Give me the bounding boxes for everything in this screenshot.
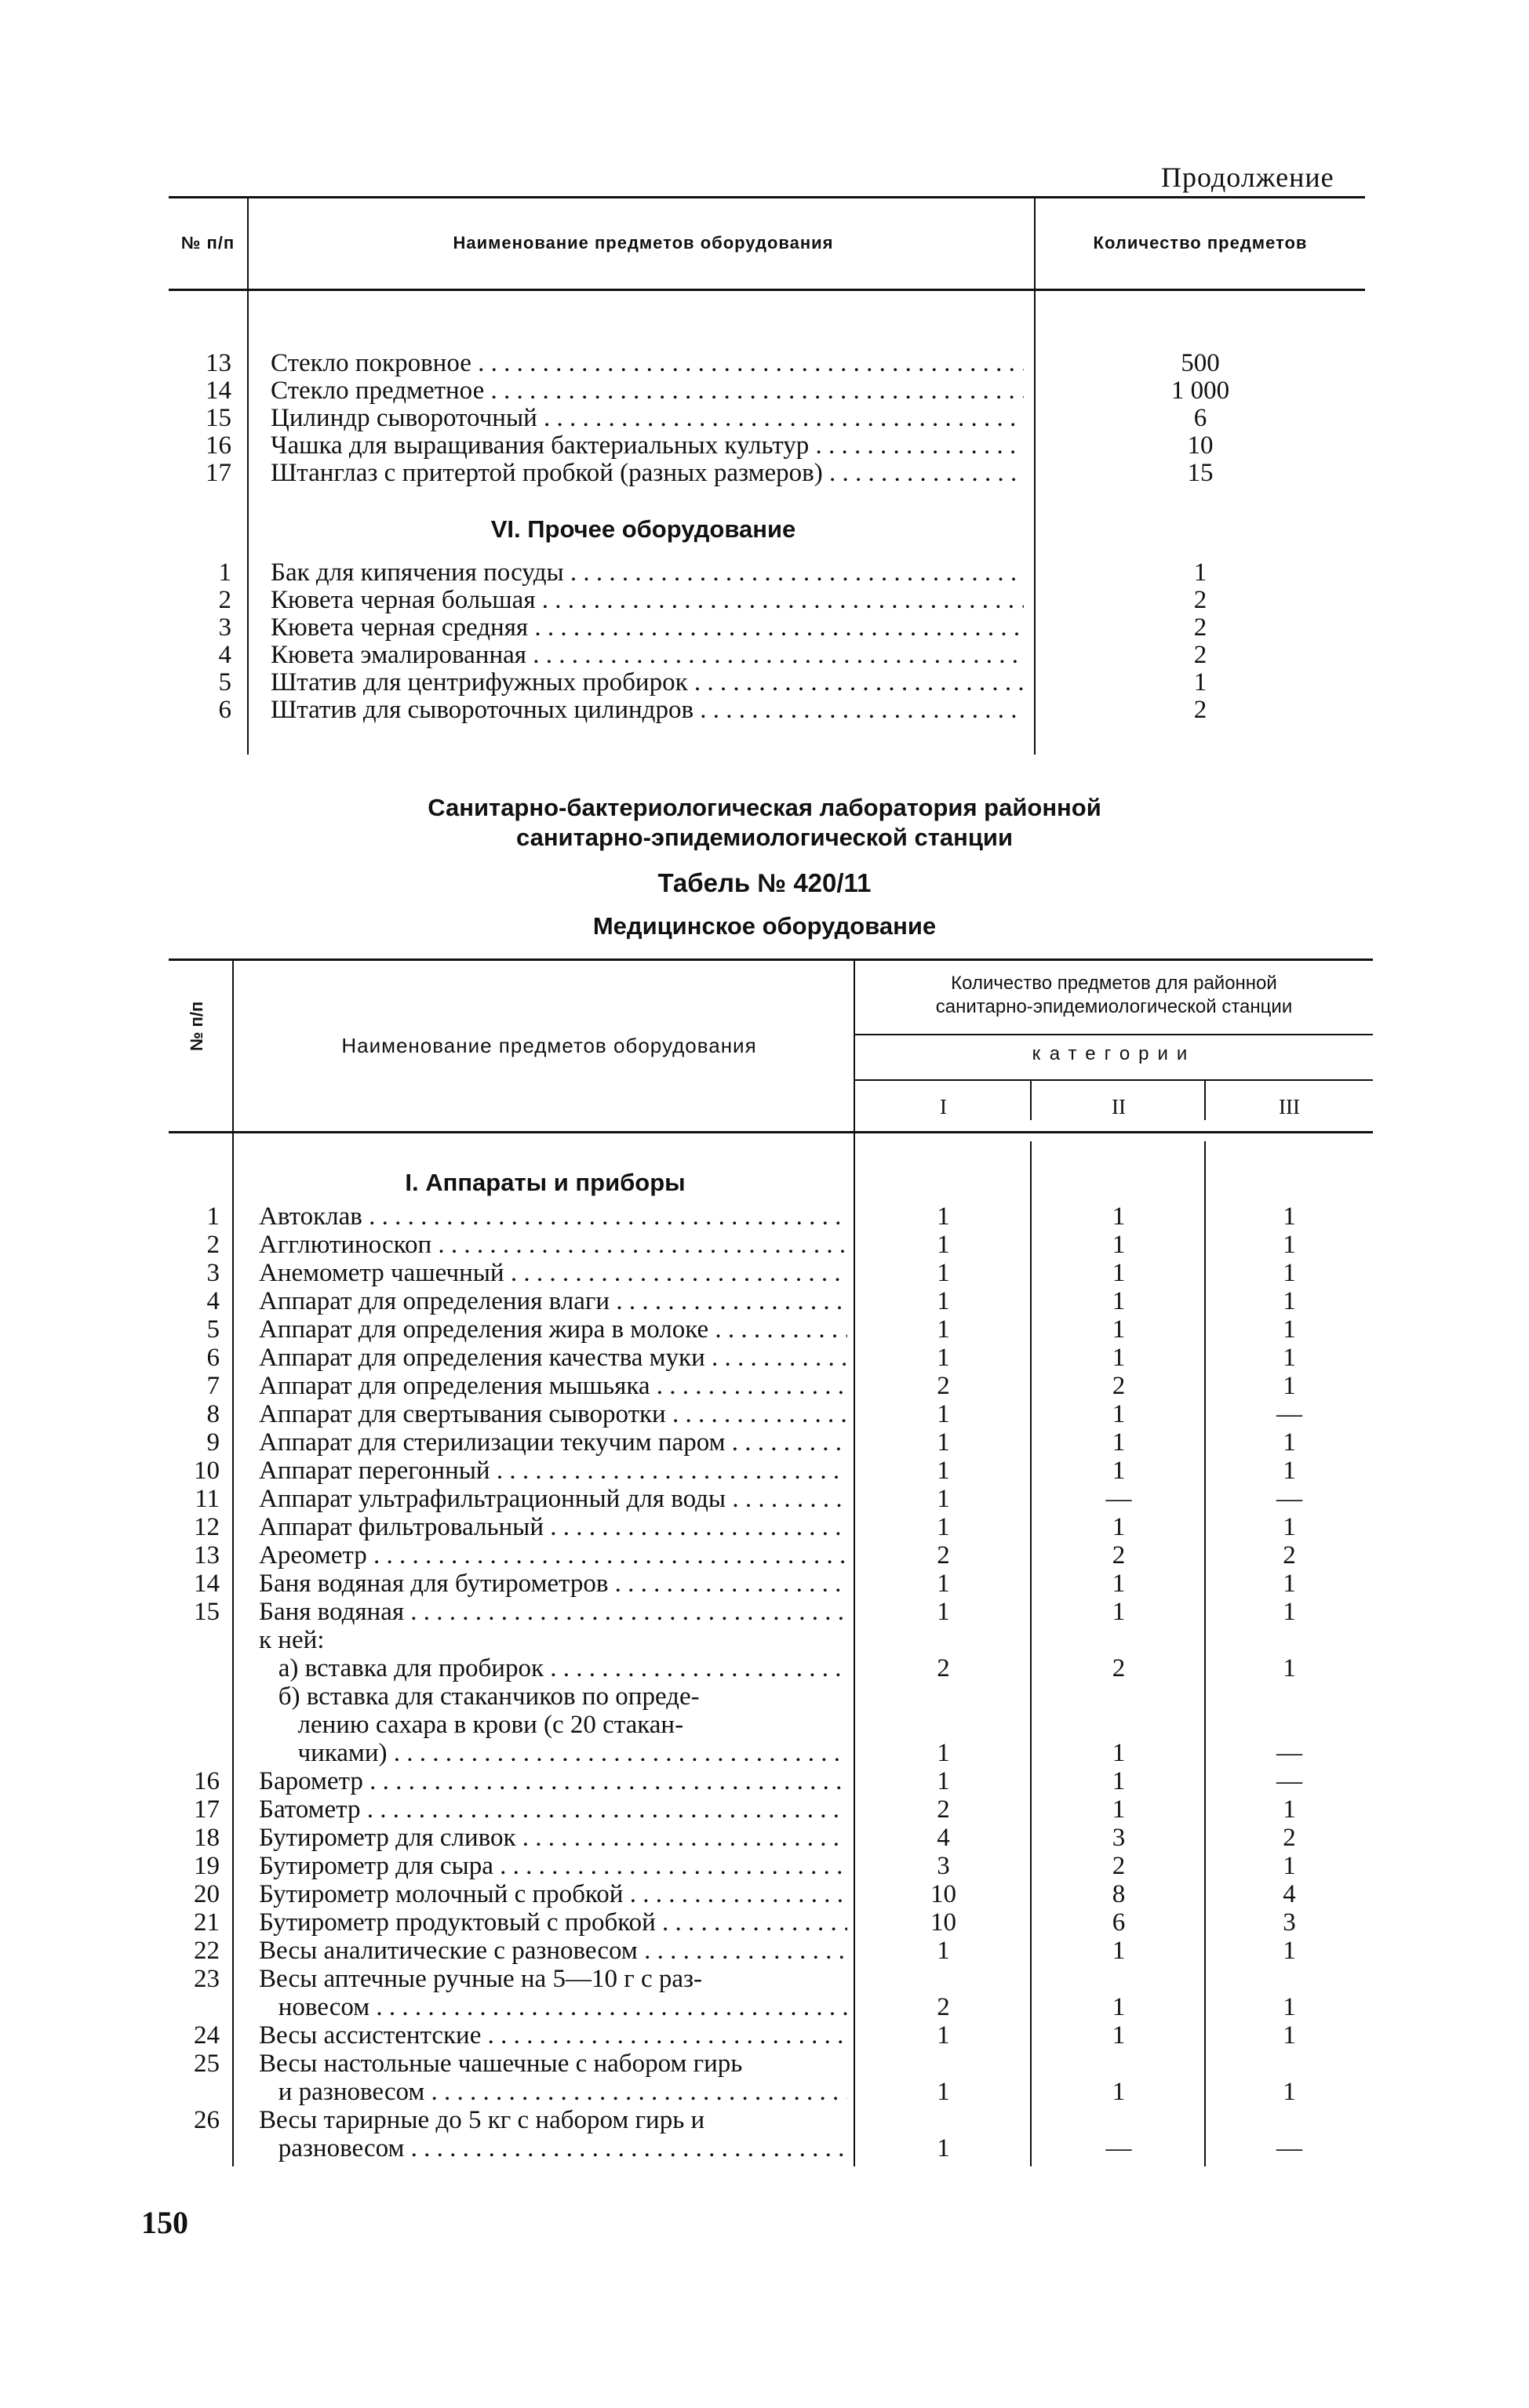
item-name: Бак для кипячения посуды . . . xyxy=(271,558,1024,587)
row-number: 5 xyxy=(218,668,231,697)
category-value: 1 xyxy=(937,1400,950,1428)
item-name-line: и разновесом . . . xyxy=(259,2078,847,2106)
row-number: 23 xyxy=(194,1965,220,1993)
item-name-line: Батометр . . . xyxy=(259,1795,847,1824)
cat-iii: III xyxy=(1279,1095,1300,1119)
row-number: 14 xyxy=(206,376,231,405)
category-value: 1 xyxy=(937,1231,950,1259)
item-name: Кювета черная большая . . . xyxy=(271,586,1024,614)
item-quantity: 10 xyxy=(1187,431,1214,460)
category-value: 1 xyxy=(937,1937,950,1965)
section-subtitle: Медицинское оборудование xyxy=(592,912,937,940)
lab-title-line2: санитарно-эпидемиологической станции xyxy=(515,824,1014,851)
category-value: 2 xyxy=(1283,1541,1296,1570)
category-value: 1 xyxy=(937,1767,950,1795)
category-value: 1 xyxy=(937,1457,950,1485)
table2-col-num xyxy=(187,1002,207,1051)
row-number: 4 xyxy=(206,1287,220,1315)
category-value: 2 xyxy=(937,1654,950,1682)
row-number: 6 xyxy=(206,1344,220,1372)
row-number: 11 xyxy=(195,1485,220,1513)
item-name-line: Аппарат перегонный . . . xyxy=(259,1457,847,1485)
category-value: 1 xyxy=(1283,1372,1296,1400)
item-name: Чашка для выращивания бактериальных культур . . . xyxy=(271,431,1024,460)
item-name: Штатив для сывороточных цилиндров . . . xyxy=(271,696,1024,724)
table2-qty-rule xyxy=(855,1034,1373,1035)
category-value: 1 xyxy=(1283,1598,1296,1626)
category-value: 10 xyxy=(930,1880,956,1908)
category-value: 4 xyxy=(937,1824,950,1852)
item-name-line: Анемометр чашечный . . . xyxy=(259,1259,847,1287)
category-value: 3 xyxy=(1112,1824,1126,1852)
table1-vline-1 xyxy=(247,196,249,755)
item-name-line: Бутирометр для сыра . . . xyxy=(259,1852,847,1880)
item-name-line: новесом . . . xyxy=(259,1993,847,2021)
category-value: 1 xyxy=(1112,1739,1126,1767)
category-value: — xyxy=(1276,2134,1302,2162)
row-number: 4 xyxy=(218,641,231,669)
category-value: 1 xyxy=(1283,1287,1296,1315)
category-value: 1 xyxy=(937,2021,950,2050)
item-name-line: Аппарат для определения жира в молоке . . . xyxy=(259,1315,847,1344)
category-value: 1 xyxy=(1283,1231,1296,1259)
row-number: 9 xyxy=(206,1428,220,1457)
item-name-line: Весы аналитические с разновесом . . . xyxy=(259,1937,847,1965)
row-number: 15 xyxy=(194,1598,220,1626)
category-value: 1 xyxy=(937,1344,950,1372)
category-value: 2 xyxy=(1283,1824,1296,1852)
row-number: 2 xyxy=(206,1231,220,1259)
category-value: 1 xyxy=(1283,1428,1296,1457)
item-name-line: Аппарат для определения влаги . . . xyxy=(259,1287,847,1315)
category-value: 2 xyxy=(1112,1541,1126,1570)
category-value: 2 xyxy=(1112,1654,1126,1682)
category-value: 2 xyxy=(1112,1852,1126,1880)
category-value: 1 xyxy=(1112,1795,1126,1824)
category-value: 1 xyxy=(1283,2078,1296,2106)
category-value: 8 xyxy=(1112,1880,1126,1908)
table2-col-num-label: № п/п xyxy=(187,1001,206,1051)
category-value: 1 xyxy=(937,1287,950,1315)
item-name: Штатив для центрифужных пробирок . . . xyxy=(271,668,1024,697)
item-name-line: Бутирометр продуктовый с пробкой . . . xyxy=(259,1908,847,1937)
item-name-line: Барометр . . . xyxy=(259,1767,847,1795)
item-name: Кювета эмалированная . . . xyxy=(271,641,1024,669)
row-number: 20 xyxy=(194,1880,220,1908)
category-value: 1 xyxy=(1283,1570,1296,1598)
category-value: 1 xyxy=(1283,1993,1296,2021)
category-value: 1 xyxy=(937,1598,950,1626)
row-number: 22 xyxy=(194,1937,220,1965)
category-value: 4 xyxy=(1283,1880,1296,1908)
category-value: 2 xyxy=(937,1372,950,1400)
tabel-number: Табель № 420/11 xyxy=(657,868,872,897)
row-number: 24 xyxy=(194,2021,220,2050)
category-value: 1 xyxy=(1112,1344,1126,1372)
row-number: 6 xyxy=(218,696,231,724)
table1-col-qty: Количество предметов xyxy=(1093,233,1308,253)
item-name-line: Бутирометр молочный с пробкой . . . xyxy=(259,1880,847,1908)
row-number: 15 xyxy=(206,404,231,432)
item-quantity: 1 000 xyxy=(1170,376,1230,405)
category-value: 1 xyxy=(1283,1457,1296,1485)
category-value: — xyxy=(1105,1485,1132,1513)
category-value: 1 xyxy=(1283,1315,1296,1344)
category-value: 1 xyxy=(937,1513,950,1541)
category-value: — xyxy=(1105,2134,1132,2162)
item-quantity: 1 xyxy=(1193,558,1207,587)
item-name-line: Весы ассистентские . . . xyxy=(259,2021,847,2050)
row-number: 8 xyxy=(206,1400,220,1428)
category-value: 1 xyxy=(1112,1259,1126,1287)
category-value: 2 xyxy=(1112,1372,1126,1400)
table2-col-name: Наименование предметов оборудования xyxy=(341,1034,757,1057)
item-quantity: 500 xyxy=(1181,349,1220,377)
category-value: — xyxy=(1276,1767,1302,1795)
row-number: 3 xyxy=(218,613,231,642)
category-value: 1 xyxy=(1283,1259,1296,1287)
item-name-line: Бутирометр для сливок . . . xyxy=(259,1824,847,1852)
category-value: 1 xyxy=(1112,1457,1126,1485)
category-value: 1 xyxy=(1112,2078,1126,2106)
item-name-line: Аппарат фильтровальный . . . xyxy=(259,1513,847,1541)
item-name-line: Аппарат для свертывания сыворотки . . . xyxy=(259,1400,847,1428)
category-value: 1 xyxy=(1283,1344,1296,1372)
row-number: 25 xyxy=(194,2050,220,2078)
row-number: 13 xyxy=(194,1541,220,1570)
category-value: 1 xyxy=(937,1315,950,1344)
category-value: 6 xyxy=(1112,1908,1126,1937)
table1-top-rule xyxy=(169,196,1365,198)
item-name-line: Баня водяная . . . xyxy=(259,1598,847,1626)
category-value: 1 xyxy=(1283,1202,1296,1231)
category-value: 1 xyxy=(1112,1937,1126,1965)
cat-i: I xyxy=(940,1095,947,1119)
item-name-line: лению сахара в крови (с 20 стакан- xyxy=(259,1711,684,1739)
item-name-line: Весы аптечные ручные на 5—10 г с раз- xyxy=(259,1965,703,1993)
category-value: 1 xyxy=(1112,1993,1126,2021)
category-value: 1 xyxy=(1283,1852,1296,1880)
category-value: 1 xyxy=(1112,1767,1126,1795)
row-number: 12 xyxy=(194,1513,220,1541)
page-header: Продолжение xyxy=(1161,162,1334,193)
category-value: 1 xyxy=(1112,1231,1126,1259)
section-vi-heading: VI. Прочее оборудование xyxy=(490,515,796,543)
item-name-line: а) вставка для пробирок . . . xyxy=(259,1654,847,1682)
item-name-line: Агглютиноскоп . . . xyxy=(259,1231,847,1259)
row-number: 7 xyxy=(206,1372,220,1400)
table2-vline-1 xyxy=(232,958,234,2166)
table1-header-rule xyxy=(169,289,1365,291)
item-quantity: 15 xyxy=(1187,459,1214,487)
item-quantity: 6 xyxy=(1193,404,1207,432)
row-number: 26 xyxy=(194,2106,220,2134)
row-number: 5 xyxy=(206,1315,220,1344)
category-value: 1 xyxy=(1112,1202,1126,1231)
item-name-line: к ней: xyxy=(259,1626,325,1654)
item-name-line: Аппарат для стерилизации текучим паром . . . xyxy=(259,1428,847,1457)
category-value: 2 xyxy=(937,1541,950,1570)
item-name-line: Баня водяная для бутирометров . . . xyxy=(259,1570,847,1598)
category-value: 1 xyxy=(1112,1598,1126,1626)
item-name: Цилиндр сывороточный . . . xyxy=(271,404,1024,432)
category-value: 1 xyxy=(1283,1513,1296,1541)
item-name-line: Весы тарирные до 5 кг с набором гирь и xyxy=(259,2106,705,2134)
row-number: 17 xyxy=(194,1795,220,1824)
category-value: 1 xyxy=(937,1570,950,1598)
page-number: 150 xyxy=(141,2205,188,2240)
item-quantity: 1 xyxy=(1193,668,1207,697)
item-name-line: Аппарат для определения качества муки . . . xyxy=(259,1344,847,1372)
category-value: 2 xyxy=(937,1795,950,1824)
category-value: 1 xyxy=(1112,1513,1126,1541)
row-number: 16 xyxy=(194,1767,220,1795)
category-value: 1 xyxy=(937,2134,950,2162)
category-value: — xyxy=(1276,1400,1302,1428)
item-name-line: разновесом . . . xyxy=(259,2134,847,2162)
row-number: 16 xyxy=(206,431,231,460)
table2-vline-3 xyxy=(1030,1081,1032,1120)
category-value: 1 xyxy=(937,2078,950,2106)
category-value: 1 xyxy=(937,1485,950,1513)
category-value: — xyxy=(1276,1739,1302,1767)
item-quantity: 2 xyxy=(1193,586,1207,614)
category-value: 1 xyxy=(937,1259,950,1287)
row-number: 21 xyxy=(194,1908,220,1937)
item-quantity: 2 xyxy=(1193,696,1207,724)
category-value: 1 xyxy=(1112,1570,1126,1598)
category-value: 1 xyxy=(1283,1795,1296,1824)
row-number: 17 xyxy=(206,459,231,487)
row-number: 2 xyxy=(218,586,231,614)
table2-top-rule xyxy=(169,958,1373,961)
section-i-heading: I. Аппараты и приборы xyxy=(405,1169,686,1196)
category-value: 1 xyxy=(937,1202,950,1231)
item-name: Стекло покровное . . . xyxy=(271,349,1024,377)
category-value: 1 xyxy=(1283,1654,1296,1682)
row-number: 18 xyxy=(194,1824,220,1852)
table2-cat-rule xyxy=(855,1079,1373,1081)
item-name: Кювета черная средняя . . . xyxy=(271,613,1024,642)
category-value: 1 xyxy=(937,1739,950,1767)
item-name-line: Весы настольные чашечные с набором гирь xyxy=(259,2050,743,2078)
row-number: 14 xyxy=(194,1570,220,1598)
category-value: 1 xyxy=(937,1428,950,1457)
category-value: 1 xyxy=(1112,1400,1126,1428)
item-name-line: чиками) . . . xyxy=(259,1739,847,1767)
cat-ii: II xyxy=(1112,1095,1126,1119)
item-quantity: 2 xyxy=(1193,641,1207,669)
table1-col-name: Наименование предметов оборудования xyxy=(453,233,834,253)
category-value: 3 xyxy=(937,1852,950,1880)
category-value: 3 xyxy=(1283,1908,1296,1937)
table2-col-qty-line2: санитарно-эпидемиологической станции xyxy=(935,996,1293,1017)
item-name-line: б) вставка для стаканчиков по опреде- xyxy=(259,1682,700,1711)
table1-col-num: № п/п xyxy=(180,233,235,253)
table2-col-qty-line1: Количество предметов для районной xyxy=(951,973,1277,994)
category-value: — xyxy=(1276,1485,1302,1513)
category-value: 1 xyxy=(1283,2021,1296,2050)
table2-col-cat: категории xyxy=(1032,1043,1196,1064)
category-value: 1 xyxy=(1112,1287,1126,1315)
lab-title-line1: Санитарно-бактериологическая лаборатория районной xyxy=(428,794,1101,821)
item-name: Стекло предметное . . . xyxy=(271,376,1024,405)
row-number: 3 xyxy=(206,1259,220,1287)
item-name-line: Автоклав . . . xyxy=(259,1202,847,1231)
row-number: 10 xyxy=(194,1457,220,1485)
row-number: 19 xyxy=(194,1852,220,1880)
item-quantity: 2 xyxy=(1193,613,1207,642)
category-value: 1 xyxy=(1112,1428,1126,1457)
row-number: 13 xyxy=(206,349,231,377)
row-number: 1 xyxy=(206,1202,220,1231)
item-name-line: Аппарат для определения мышьяка . . . xyxy=(259,1372,847,1400)
item-name-line: Аппарат ультрафильтрационный для воды . . . xyxy=(259,1485,847,1513)
category-value: 1 xyxy=(1283,1937,1296,1965)
table2-vline-4 xyxy=(1204,1081,1206,1120)
table2-header-rule xyxy=(169,1131,1373,1133)
item-name: Штанглаз с притертой пробкой (разных размеров) . . . xyxy=(271,459,1024,487)
item-name-line: Ареометр . . . xyxy=(259,1541,847,1570)
row-number: 1 xyxy=(218,558,231,587)
category-value: 10 xyxy=(930,1908,956,1937)
category-value: 1 xyxy=(1112,2021,1126,2050)
category-value: 1 xyxy=(1112,1315,1126,1344)
category-value: 2 xyxy=(937,1993,950,2021)
